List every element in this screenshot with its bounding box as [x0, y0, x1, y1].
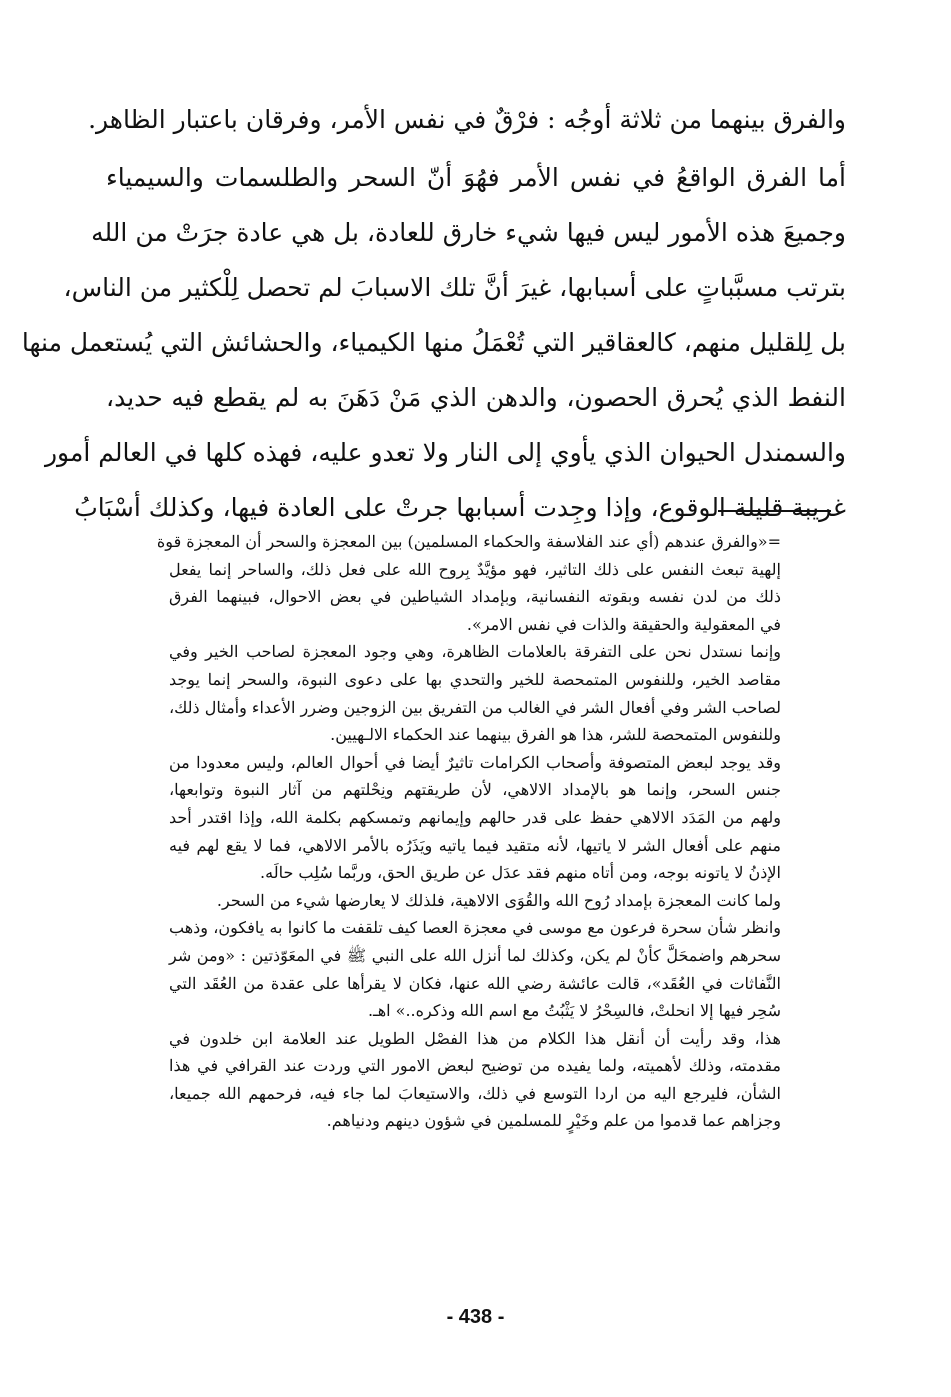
footnotes-block — [156, 528, 781, 1135]
footnote-line: إلهية تبعث النفس على ذلك التاثير، فهو مؤيَّدٌ بِروح الله على فعل ذلك، والساحر إنما يفعل — [169, 559, 781, 579]
footnote-line: وقد يوجد لبعض المتصوفة وأصحاب الكرامات تاثيرٌ أيضا في أحوال العالم، وليس معدودا من — [169, 752, 781, 772]
footnote-line: في المعقولية والحقيقة والذات في نفس الامر». — [466, 614, 781, 634]
footnote-line: سحرهم واضمحَلَّ كأنْ لم يكن، وكذلك لما أنزل الله على النبي ﷺ في المعَوّذتين : «ومن شر — [169, 945, 781, 965]
footnote-line: الإذنُ لا ياتونه بوجه، ومن أتاه منهم فقد عدَل عن طريق الحق، وربَّما سُلِب حالَه. — [260, 863, 781, 883]
footnote-line: وللنفوس المتمحصة للشر، هذا هو الفرق بينهما عند الحكماء الالـهيين. — [330, 725, 781, 745]
footnote-line: هذا، وقد رأيت أن أنقل هذا الكلام من هذا الفصْل الطويل عند العلامة ابن خلدون في — [169, 1028, 781, 1048]
footnote-line: مقدمته، وذلك لأهميته، ولما يفيده من توضيح لبعض الامور التي وردت عند القرافي في هذا — [169, 1056, 781, 1076]
main-text-block — [21, 92, 846, 535]
main-text-line: والفرق بينهما من ثلاثة أوجُه : فرْقٌ في نفس الأمر، وفرقان باعتبار الظاهر. — [88, 105, 846, 134]
footnote-line: لصاحب الشر وفي أفعال الشر في الغالب من التفريق بين الزوجين وضرر الأعداء وأمثال ذلك، — [169, 697, 781, 717]
page-number: - 438 - — [446, 1306, 505, 1328]
footnote-line: الشأن، فليرجع اليه من اردا التوسع في ذلك، والاستيعابَ لما جاء فيه، فرحمهم الله جميعا، — [169, 1083, 781, 1103]
footnote-line: وانظر شأن سحرة فرعون مع موسى في معجزة العصا كيف تلقفت ما كانوا به يافكون، وذهب — [169, 918, 781, 938]
main-text-line: وجميعَ هذه الأمور ليس فيها شيء خارق للعادة، بل هي عادة جرَتْ من الله — [91, 218, 846, 247]
main-text-line: بترتب مسبَّباتٍ على أسبابها، غيرَ أنَّ تلك الاسبابَ لم تحصل لِلْكثير من الناس، — [63, 273, 846, 302]
footnote-line: ولما كانت المعجزة بإمداد رُوح الله والقُوَى الالاهية، فلذلك لا يعارضها شيء من السحر. — [216, 890, 781, 910]
footnote-line: وإنما نستدل نحن على التفرقة بالعلامات الظاهرة، وهي وجود المعجزة لصاحب الخير وفي — [169, 642, 781, 662]
main-text-line: غريبة قليلة الوقوع، وإذا وجِدت أسبابها جرتْ على العادة فيها، وكذلك أسْبَابُ — [74, 493, 846, 522]
footnote-line: وجزاهم عما قدموا من علم وخَيْرٍ للمسلمين في شؤون دينهم ودنياهم. — [326, 1111, 781, 1131]
footnote-separator — [718, 510, 831, 512]
main-text-line: والسمندل الحيوان الذي يأوي إلى النار ولا تعدو عليه، فهذه كلها في العالم أمور — [44, 438, 846, 467]
footnote-line: سُحِر فيها إلا انحلتْ، فالسِحْرُ لا يَثْبُتُ مع اسم الله وذكره..» اهـ. — [367, 1001, 781, 1021]
footnote-line: جنس السحر، وإنما هو بالإمداد الالاهي، لأن طريقتهم ونِحْلتهم من آثار النبوة وتوابعها، — [169, 780, 781, 800]
main-text-line: أما الفرق الواقعُ في نفس الأمر فهُوَ أنّ السحر والطلسمات والسيمياء — [106, 163, 846, 192]
footnote-line: ولهم من المَدَد الالاهي حفظ على قدر حالهم وإيمانهم وتمسكهم بكلمة الله، وإذا اقتدر أحد — [169, 807, 781, 827]
footnote-line: =«والفرق عندهم (أي عند الفلاسفة والحكماء المسلمين) بين المعجزة والسحر أن المعجزة قوة — [156, 532, 781, 551]
footnote-line: ذلك من لدن نفسه وبقوته النفسانية، وبإمداد الشياطين في بعض الاحوال، فبينهما الفرق — [169, 587, 781, 607]
footnote-line: النَّفاثات في العُقَد»، قالت عائشة رضي الله عنها، فكان لا يقرأها على عقدة من العُقَد التي — [169, 973, 781, 993]
main-text-line: النفط الذي يُحرق الحصون، والدهن الذي مَنْ دَهَنَ به لم يقطع فيه حديد، — [106, 383, 846, 412]
main-text-line: بل لِلقليل منهم، كالعقاقير التي تُعْمَلُ منها الكيمياء، والحشائش التي يُستعمل منها — [21, 328, 846, 357]
footnote-line: مقاصد الخير، وللنفوس المتمحصة للخير والتحدي بها على دعوى النبوة، والسحر إنما يوجد — [169, 669, 781, 689]
footnote-line: منهم على أفعال الشر لا ياتيها، لأنه متقيد فيما ياتيه ويَذَرُه بالأمر الالاهي، فما لا يقع لهم فيه — [169, 835, 781, 855]
